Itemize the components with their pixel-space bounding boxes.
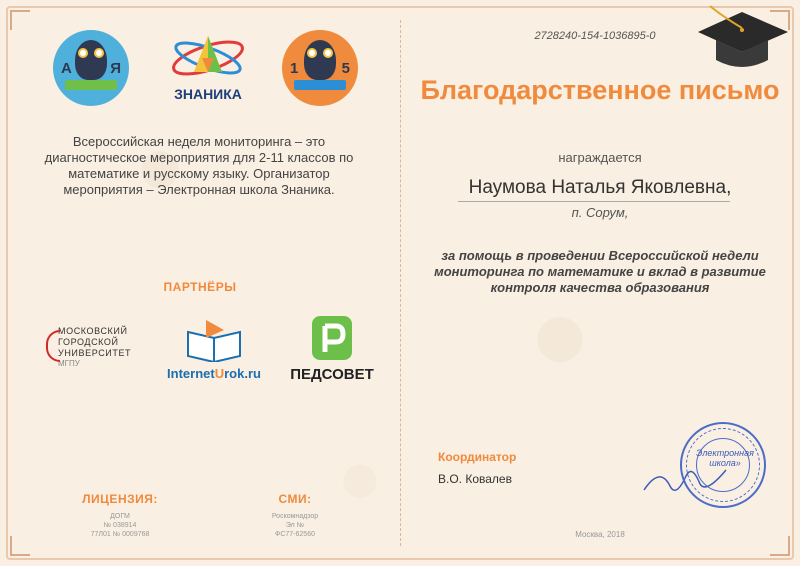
book-icon — [65, 80, 117, 90]
owl-letter: Я — [110, 60, 121, 77]
certificate-title: Благодарственное письмо — [420, 75, 780, 105]
city-year: Москва, 2018 — [575, 530, 625, 539]
smi-line: ФС77-62560 — [275, 531, 315, 538]
awarded-label: награждается — [558, 150, 642, 165]
owl-math-logo — [282, 30, 358, 106]
license-block — [70, 492, 170, 539]
owl-russian-logo — [53, 30, 129, 106]
document-number: 2728240-154-1036895-0 — [534, 30, 656, 42]
license-title: ЛИЦЕНЗИЯ: — [82, 492, 158, 506]
frame-corner — [10, 10, 30, 30]
mgpu-line: МОСКОВСКИЙ — [58, 326, 128, 336]
center-divider — [400, 20, 402, 546]
pedsovet-wordmark: ПЕДСОВЕТ — [290, 366, 374, 383]
smi-line: Роскомнадзор — [271, 513, 319, 520]
coordinator-name: В.О. Ковалев — [438, 472, 512, 486]
official-stamp — [680, 422, 766, 508]
smi-title: СМИ: — [278, 492, 312, 506]
internet-urok-wordmark — [158, 366, 270, 381]
mgpu-abbr: МГПУ — [58, 359, 80, 368]
frame-corner — [10, 536, 30, 556]
owl-letter: А — [61, 60, 72, 77]
license-line: 77Л01 № 0009768 — [90, 531, 150, 538]
license-details — [70, 512, 170, 539]
stamp-text: Электронная школа» — [696, 448, 754, 468]
mgpu-line: ГОРОДСКОЙ — [58, 337, 119, 347]
mgpu-line: УНИВЕРСИТЕТ — [58, 348, 132, 358]
owl-icon — [75, 40, 107, 80]
name-underline — [458, 201, 730, 202]
license-line: № 038914 — [103, 522, 137, 529]
smi-block — [250, 492, 340, 539]
mgpu-logo — [46, 326, 146, 368]
internet-urok-logo — [158, 318, 270, 381]
open-book-icon — [184, 318, 244, 362]
znanika-wordmark: ЗНАНИКА — [174, 86, 242, 102]
intro-text: Всероссийская неделя мониторинга – это диагностическое мероприятия для 2-11 классов по математике и русскому языку. Организатор мероприятия – Электронная школа Знаника. — [44, 134, 354, 197]
frame-corner — [770, 536, 790, 556]
znanika-emblem-icon — [168, 30, 248, 90]
recipient-name: Наумова Наталья Яковлевна, — [468, 177, 732, 198]
owl-letter: 1 — [290, 60, 299, 77]
pedsovet-icon — [312, 316, 352, 360]
owl-icon — [304, 40, 336, 80]
book-icon — [294, 80, 346, 90]
graduation-cap-icon — [692, 2, 792, 82]
coordinator-title: Координатор — [438, 450, 517, 464]
recipient-place: п. Сорум, — [571, 205, 629, 220]
owl-letter: 5 — [341, 60, 350, 77]
license-line: ДОГМ — [110, 513, 130, 520]
smi-line: Эл № — [285, 522, 305, 529]
iu-part: Internet — [167, 366, 215, 381]
iu-part: rok.ru — [224, 366, 261, 381]
iu-part: U — [214, 366, 225, 381]
smi-details — [250, 512, 340, 539]
partners-title: ПАРТНЁРЫ — [163, 280, 237, 294]
award-reason: за помощь в проведении Всероссийской недели мониторинга по математике и вклад в развитие контроля качества образования — [434, 248, 766, 295]
znanika-logo — [168, 30, 248, 106]
pedsovet-logo — [284, 316, 380, 383]
